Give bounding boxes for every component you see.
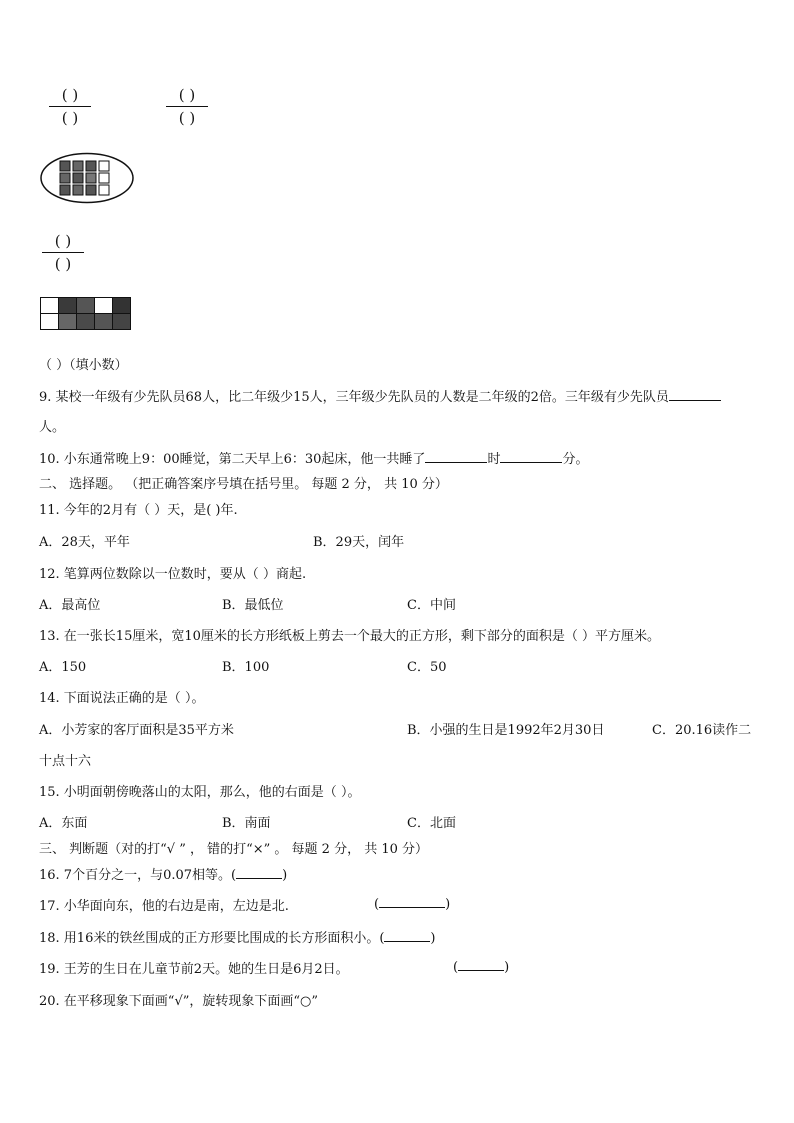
denominator-blank[interactable]: ( ) <box>54 255 72 273</box>
option-a[interactable]: A．150 <box>39 660 87 675</box>
unit-hours: 时 <box>487 452 501 467</box>
question-9-continued: 人。 <box>39 420 66 435</box>
option-b[interactable]: B．最低位 <box>222 598 284 613</box>
option-c[interactable]: C．北面 <box>407 816 456 831</box>
question-15: 15. 小明面朝傍晚落山的太阳，那么，他的右面是（ ）。 <box>39 785 361 800</box>
unit-minutes: 分。 <box>562 452 589 467</box>
question-text: 10. 小东通常晚上9：00睡觉，第二天早上6：30起床，他一共睡了 <box>39 452 426 467</box>
question-13: 13. 在一张长15厘米，宽10厘米的长方形纸板上剪去一个最大的正方形，剩下部分的面积是（ ）平方厘米。 <box>39 629 661 644</box>
option-c[interactable]: C．中间 <box>407 598 456 613</box>
option-a[interactable]: A．东面 <box>39 816 88 831</box>
section-3-heading: 三、 判断题（对的打“√ ” ， 错的打“×” 。 每题 2 分， 共 10 分） <box>39 842 429 857</box>
hours-blank[interactable] <box>425 450 487 463</box>
numerator-blank[interactable]: ( ) <box>61 86 79 104</box>
option-c[interactable]: C．50 <box>407 660 447 675</box>
section-2-heading: 二、 选择题。 （把正确答案序号填在括号里。 每题 2 分， 共 10 分） <box>39 477 448 492</box>
question-text: 18. 用16米的铁丝围成的正方形要比围成的长方形面积小。( <box>39 931 385 946</box>
question-14: 14. 下面说法正确的是（ ）。 <box>39 691 205 706</box>
answer-blank[interactable] <box>669 388 721 401</box>
ellipse-grid-figure <box>40 152 134 204</box>
question-16: 16. 7个百分之一，与0.07相等。( ) <box>39 868 288 883</box>
question-12: 12. 笔算两位数除以一位数时，要从（ ）商起. <box>39 567 307 582</box>
answer-blank[interactable] <box>458 958 504 971</box>
fraction-blank-2 <box>162 86 212 127</box>
minutes-blank[interactable] <box>500 450 562 463</box>
option-c-continued: 十点十六 <box>39 754 92 769</box>
option-a[interactable]: A．最高位 <box>39 598 101 613</box>
option-c[interactable]: C．20.16读作二 <box>652 723 752 738</box>
numerator-blank[interactable]: ( ) <box>178 86 196 104</box>
question-11: 11. 今年的2月有（ ）天，是( )年. <box>39 503 238 518</box>
denominator-blank[interactable]: ( ) <box>178 109 196 127</box>
question-text: 17. 小华面向东，他的右边是南，左边是北. <box>39 899 289 914</box>
option-b[interactable]: B．100 <box>222 660 270 675</box>
fraction-blank-1 <box>45 86 95 127</box>
numerator-blank[interactable]: ( ) <box>54 232 72 250</box>
question-10 <box>39 448 588 467</box>
question-text: 19. 王芳的生日在儿童节前2天。她的生日是6月2日。 <box>39 962 349 977</box>
option-a[interactable]: A．小芳家的客厅面积是35平方米 <box>39 723 234 738</box>
fraction-blank-3 <box>38 232 88 273</box>
answer-blank[interactable] <box>379 895 445 908</box>
option-b[interactable]: B．29天，闰年 <box>313 535 405 550</box>
question-18: 18. 用16米的铁丝围成的正方形要比围成的长方形面积小。( ) <box>39 931 436 946</box>
option-b[interactable]: B．小强的生日是1992年2月30日 <box>407 723 605 738</box>
answer-blank[interactable] <box>236 866 282 879</box>
question-9 <box>39 386 721 405</box>
question-19 <box>39 958 349 977</box>
fill-decimal-line: （ ）（填小数） <box>39 358 128 373</box>
answer-paren: ( ) <box>374 897 451 912</box>
option-a[interactable]: A．28天，平年 <box>39 535 130 550</box>
question-text: 9. 某校一年级有少先队员68人，比二年级少15人，三年级少先队员的人数是二年级的2倍。三年级有少先队员 <box>39 390 669 405</box>
question-17 <box>39 895 289 914</box>
answer-paren: ( ) <box>453 960 510 975</box>
question-text: 16. 7个百分之一，与0.07相等。( <box>39 868 237 883</box>
shaded-grid-figure <box>40 297 136 331</box>
question-20: 20. 在平移现象下面画“√”，旋转现象下面画“○” <box>39 994 319 1009</box>
option-b[interactable]: B．南面 <box>222 816 271 831</box>
answer-blank[interactable] <box>384 929 430 942</box>
denominator-blank[interactable]: ( ) <box>61 109 79 127</box>
